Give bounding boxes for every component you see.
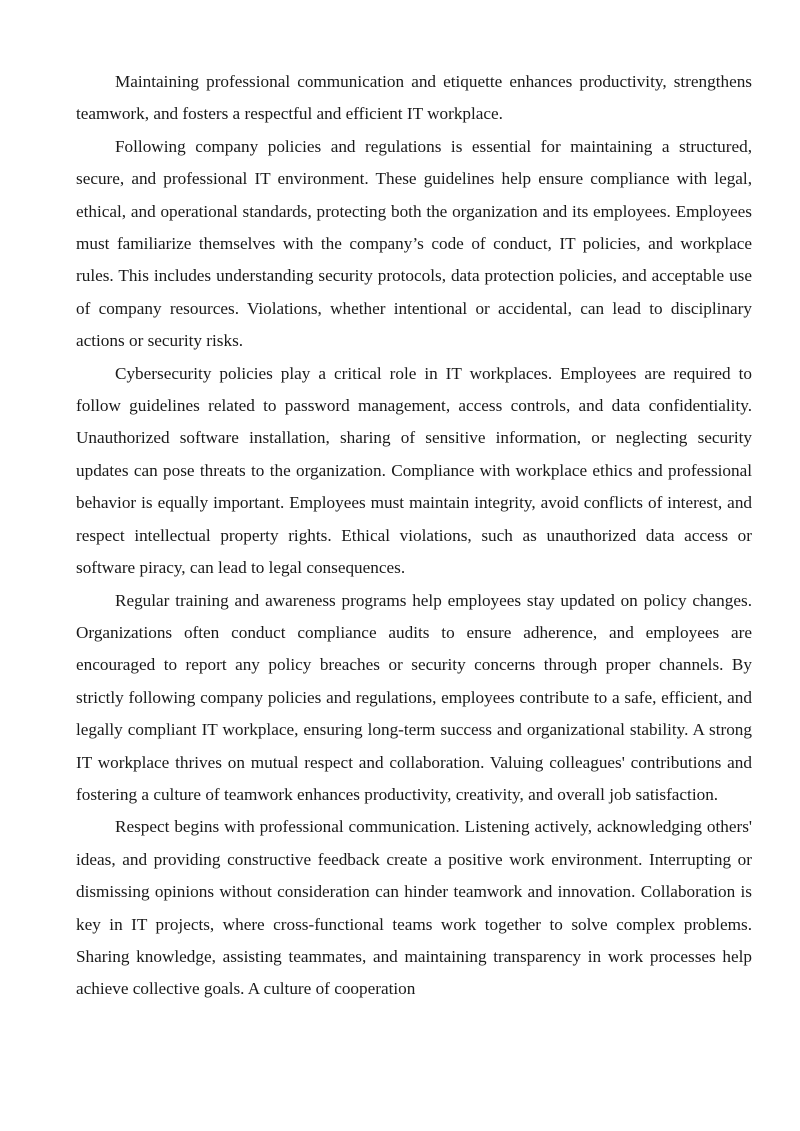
- paragraph-communication-etiquette: Maintaining professional communication and etiquette enhances productivity, strengthens teamwork, and fosters a respectful and efficient IT workplace.: [76, 72, 752, 124]
- document-body: [76, 66, 752, 1006]
- paragraph-company-policies: Following company policies and regulations is essential for maintaining a structured, secure, and professional IT environment. These guidelines help ensure compliance with legal, ethical, and operational standards, protecting both the organization and its employees. Employees must familiarize themselves with the company’s code of conduct, IT policies, and workplace rules. This includes understanding security protocols, data protection policies, and acceptable use of company resources. Violations, whether intentional or accidental, can lead to disciplinary actions or security risks.: [76, 136, 752, 351]
- paragraph-cybersecurity-policies: Cybersecurity policies play a critical role in IT workplaces. Employees are required to follow guidelines related to password management, access controls, and data confidentiality. Unauthorized software installation, sharing of sensitive information, or neglecting security updates can pose threats to the organization. Compliance with workplace ethics and professional behavior is equally important. Employees must maintain integrity, avoid conflicts of interest, and respect intellectual property rights. Ethical violations, such as unauthorized data access or software piracy, can lead to legal consequences.: [76, 363, 752, 578]
- paragraph-respect-collaboration: Respect begins with professional communication. Listening actively, acknowledging others' ideas, and providing constructive feedback create a positive work environment. Interrupting or dismissing opinions without consideration can hinder teamwork and innovation. Collaboration is key in IT projects, where cross-functional teams work together to solve complex problems. Sharing knowledge, assisting teammates, and maintaining transparency in work processes help achieve collective goals. A culture of cooperation: [76, 817, 752, 999]
- paragraph-training-awareness: Regular training and awareness programs help employees stay updated on policy changes. Organizations often conduct compliance audits to ensure adherence, and employees are encouraged to report any policy breaches or security concerns through proper channels. By strictly following company policies and regulations, employees contribute to a safe, efficient, and legally compliant IT workplace, ensuring long-term success and organizational stability. A strong IT workplace thrives on mutual respect and collaboration. Valuing colleagues' contributions and fostering a culture of teamwork enhances productivity, creativity, and overall job satisfaction.: [76, 590, 752, 804]
